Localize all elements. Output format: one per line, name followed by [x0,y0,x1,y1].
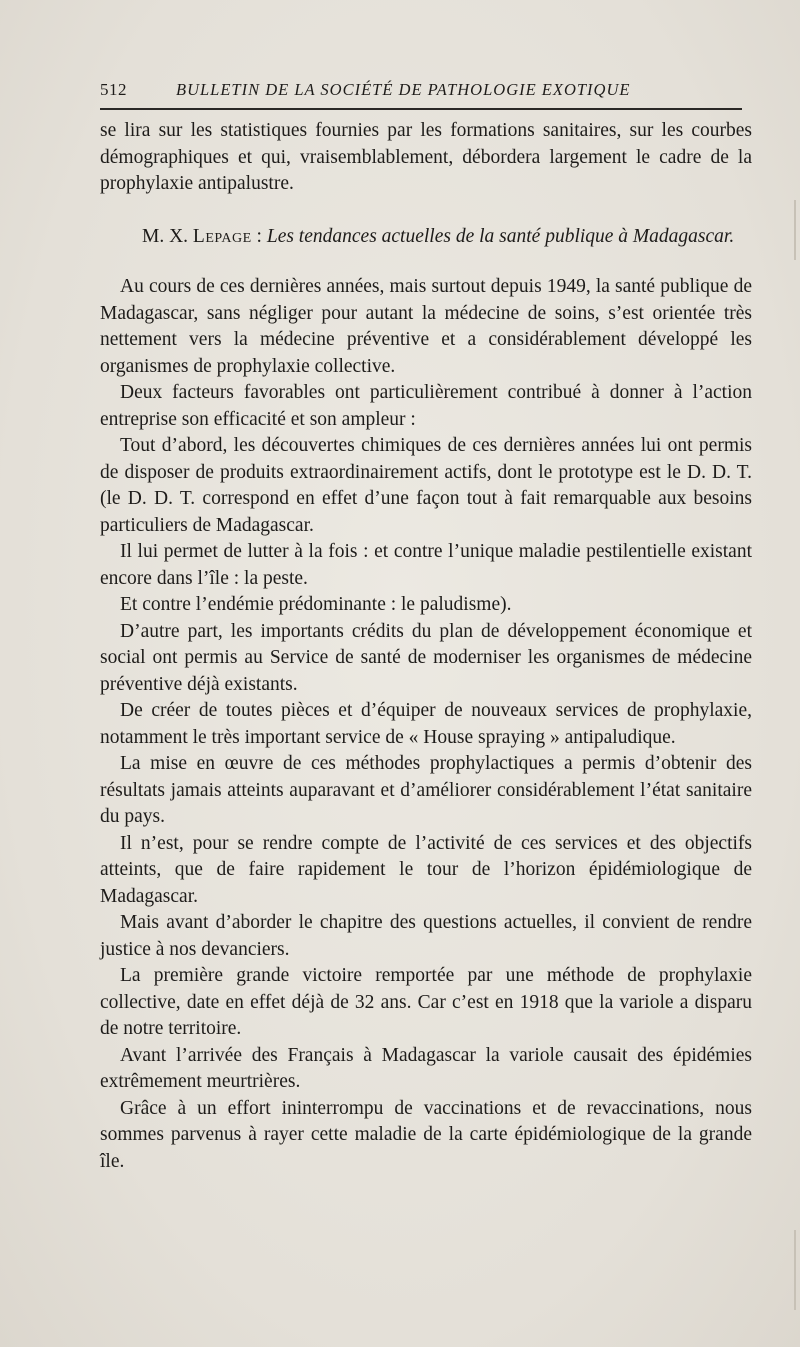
paragraph: La mise en œuvre de ces méthodes prophylactiques a permis d’obtenir des résultats jamais atteints auparavant et d’améliorer considérablement l’état sanitaire du pays. [100,753,752,827]
author-prefix: M. X. [142,225,193,247]
paragraph: Il n’est, pour se rendre compte de l’activité de ces services et des objectifs atteints, que de faire rapidement le tour de l’horizon épidémiologique de Madagascar. [100,832,752,907]
paragraph: Mais avant d’aborder le chapitre des questions actuelles, il convient de rendre justice à nos devanciers. [100,912,752,960]
section-spacer [100,198,752,224]
section-heading [100,224,752,251]
page-edge-shadow [794,200,796,260]
section-spacer [100,250,752,274]
running-title: BULLETIN DE LA SOCIÉTÉ DE PATHOLOGIE EXOTIQUE [176,80,631,99]
paragraph: Il lui permet de lutter à la fois : et contre l’unique maladie pestilentielle existant encore dans l’île : la peste. [100,541,752,589]
paragraph: De créer de toutes pièces et d’équiper de nouveaux services de prophylaxie, notamment le très important service de « House spraying » antipaludique. [100,700,752,748]
paragraph: Tout d’abord, les découvertes chimiques de ces dernières années lui ont permis de disposer de produits extraordinairement actifs, dont le prototype est le D. D. T. (le D. D. T. correspond en effet d’une façon tout à fait remarquable aux besoins particuliers de Madagascar. [100,435,752,536]
paragraph: Et contre l’endémie prédominante : le paludisme). [120,594,512,615]
paragraph: La première grande victoire remportée par une méthode de prophylaxie collective, date en effet déjà de 32 ans. Car c’est en 1918 que la variole a disparu de notre territoire. [100,965,752,1039]
paragraph: Deux facteurs favorables ont particulièrement contribué à donner à l’action entreprise son efficacité et son ampleur : [100,382,752,430]
paragraph: Au cours de ces dernières années, mais surtout depuis 1949, la santé publique de Madagascar, sans négliger pour autant la médecine de soins, s’est orientée très nettement vers la médecine préventive et a considérablement développé les organismes de prophylaxie collective. [100,276,752,377]
section-title: Les tendances actuelles de la santé publique à Madagascar. [266,225,735,247]
paragraph: Grâce à un effort ininterrompu de vaccinations et de revaccinations, nous sommes parvenus à rayer cette maladie de la carte épidémiologique de la grande île. [100,1097,752,1172]
article-body [100,118,752,1175]
page-edge-shadow [794,1230,796,1310]
intro-paragraph: se lira sur les statistiques fournies par les formations sanitaires, sur les courbes démographiques et qui, vraisemblablement, débordera largement le cadre de la prophylaxie antipalustre. [100,120,752,194]
paragraph: Avant l’arrivée des Français à Madagascar la variole causait des épidémies extrêmement meurtrières. [100,1044,752,1092]
paragraph: D’autre part, les importants crédits du plan de développement économique et social ont permis au Service de santé de moderniser les organismes de médecine préventive déjà existants. [100,620,752,695]
page-header [100,80,745,104]
header-rule [100,108,742,110]
page-number: 512 [100,80,127,99]
author-name: Lepage [192,225,252,247]
heading-separator: : [251,225,267,247]
